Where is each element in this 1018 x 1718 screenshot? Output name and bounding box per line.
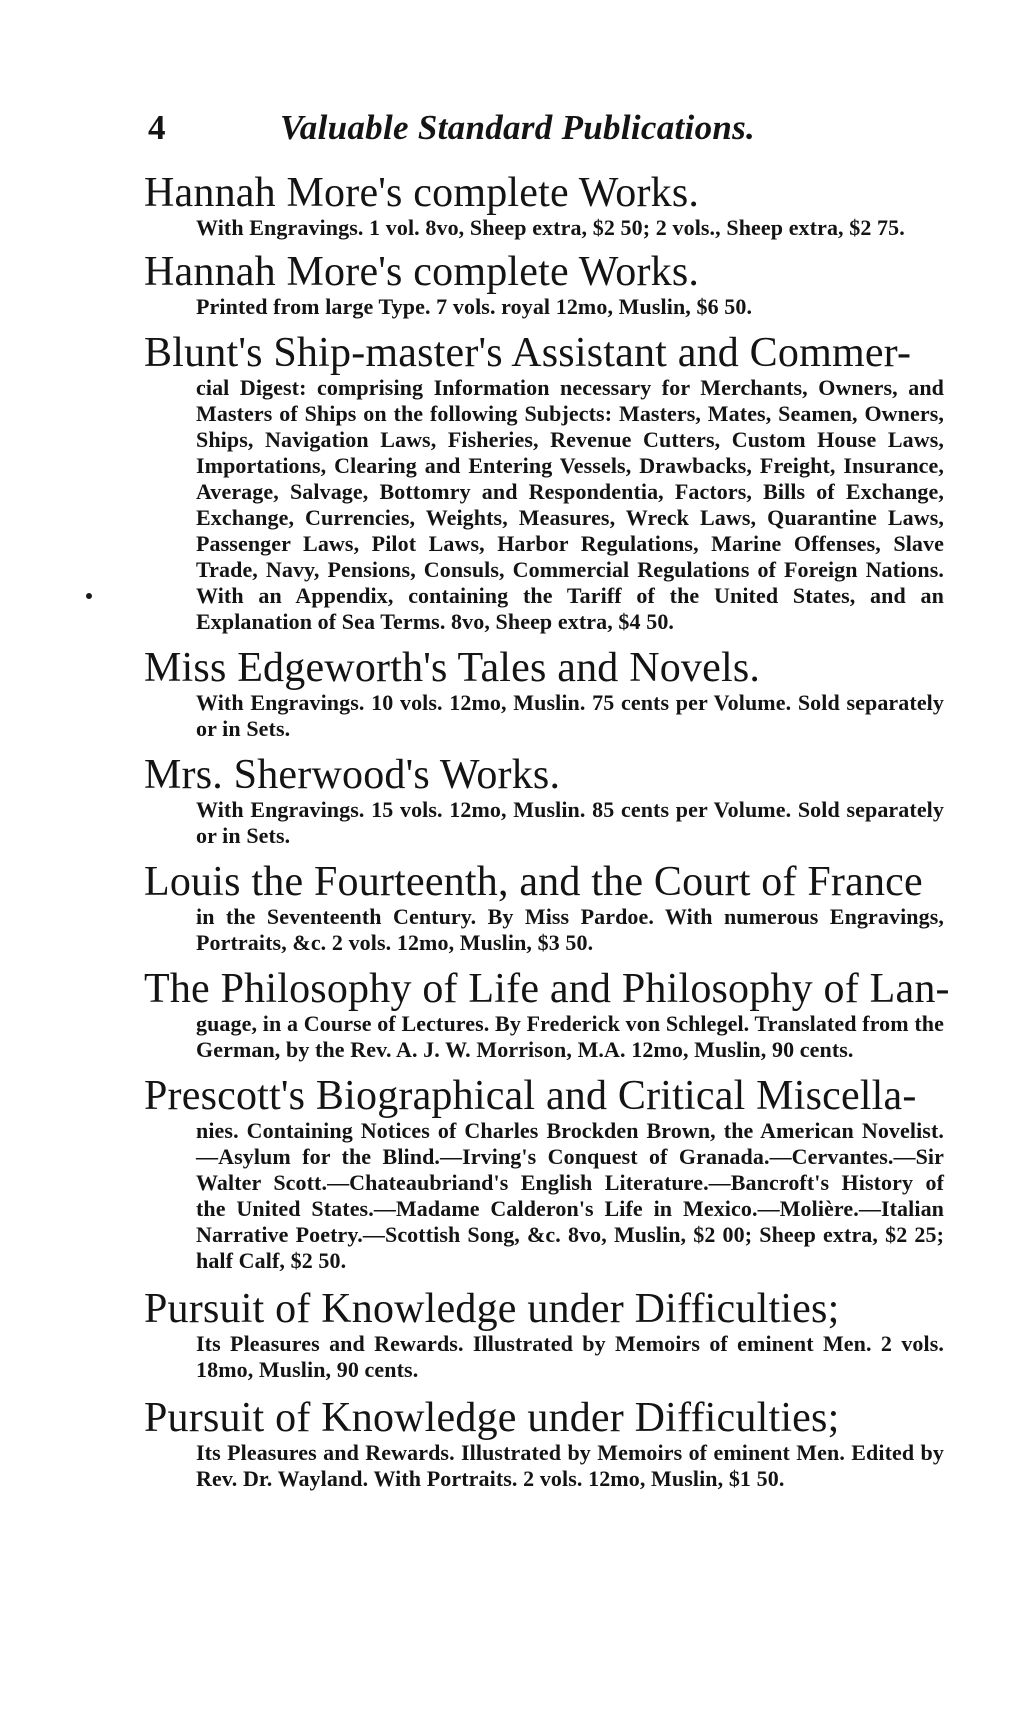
entry-title: Pursuit of Knowledge under Difficulties; (144, 1286, 840, 1332)
entry-description: With Engravings. 15 vols. 12mo, Muslin. 85 cents per Volume. Sold separately or in Sets. (196, 797, 944, 848)
entry-title: Hannah More's complete Works. (144, 170, 700, 216)
page-number: 4 (148, 108, 166, 147)
entry-description: guage, in a Course of Lectures. By Frederick von Schlegel. Translated from the German, by the Rev. A. J. W. Morrison, M.A. 12mo, Muslin, 90 cents. (196, 1011, 944, 1062)
entry-description: cial Digest: comprising Information necessary for Merchants, Owners, and Masters of Ships on the following Subjects: Masters, Mates, Seamen, Owners, Ships, Navigation Laws, Fisheries, Revenue Cutters, Custom House Laws, Importations, Clearing and Entering Vessels, Drawbacks, Freight, Insurance, Average, Salvage, Bottomry and Respondentia, Factors, Bills of Exchange, Exchange, Currencies, Weights, Measures, Wreck Laws, Quarantine Laws, Passenger Laws, Pilot Laws, Harbor Regulations, Marine Offenses, Slave Trade, Navy, Pensions, Consuls, Commercial Regulations of Foreign Nations. With an Appendix, containing the Tariff of the United States, and an Explanation of Sea Terms. 8vo, Sheep extra, $4 50. (196, 375, 944, 634)
publication-entry (144, 966, 950, 1063)
entry-title: Miss Edgeworth's Tales and Novels. (144, 645, 761, 691)
publication-entry (144, 332, 944, 635)
entry-title: Mrs. Sherwood's Works. (144, 752, 561, 798)
entry-title: Prescott's Biographical and Critical Miscella- (144, 1073, 917, 1119)
entry-description: in the Seventeenth Century. By Miss Pardoe. With numerous Engravings, Portraits, &c. 2 vols. 12mo, Muslin, $3 50. (196, 904, 944, 955)
running-title: Valuable Standard Publications. (280, 108, 756, 147)
publication-entry (144, 251, 944, 320)
publication-entry (144, 861, 944, 956)
entry-title: Pursuit of Knowledge under Difficulties; (144, 1395, 840, 1441)
page-header (148, 108, 948, 158)
entry-description: nies. Containing Notices of Charles Brockden Brown, the American Novelist.—Asylum for the Blind.—Irving's Conquest of Granada.—Cervantes.—Sir Walter Scott.—Chateaubriand's English Literature.—Bancroft's History of the United States.—Madame Calderon's Life in Mexico.—Molière.—Italian Narrative Poetry.—Scottish Song, &c. 8vo, Muslin, $2 00; Sheep extra, $2 25; half Calf, $2 50. (196, 1118, 944, 1273)
entry-description: With Engravings. 1 vol. 8vo, Sheep extra, $2 50; 2 vols., Sheep extra, $2 75. (196, 215, 905, 240)
entry-title: Hannah More's complete Works. (144, 249, 700, 295)
publication-entry (144, 1075, 944, 1274)
print-speck (86, 593, 92, 599)
publication-entry (144, 754, 944, 849)
publication-entry (144, 1397, 944, 1492)
entry-description: Its Pleasures and Rewards. Illustrated by Memoirs of eminent Men. 2 vols. 18mo, Muslin, 90 cents. (196, 1331, 944, 1382)
entry-title: Louis the Fourteenth, and the Court of France (144, 859, 923, 905)
entry-description: Its Pleasures and Rewards. Illustrated by Memoirs of eminent Men. Edited by Rev. Dr. Wayland. With Portraits. 2 vols. 12mo, Muslin, $1 50. (196, 1440, 944, 1491)
publication-entry (144, 172, 944, 241)
entry-title: The Philosophy of Life and Philosophy of Lan- (144, 966, 950, 1012)
entry-description: Printed from large Type. 7 vols. royal 12mo, Muslin, $6 50. (196, 294, 753, 319)
entry-title: Blunt's Ship-master's Assistant and Commer- (144, 330, 912, 376)
publication-entry (144, 1288, 944, 1383)
publication-list (144, 170, 950, 1492)
publication-entry (144, 647, 944, 742)
entry-description: With Engravings. 10 vols. 12mo, Muslin. 75 cents per Volume. Sold separately or in Sets. (196, 690, 944, 741)
